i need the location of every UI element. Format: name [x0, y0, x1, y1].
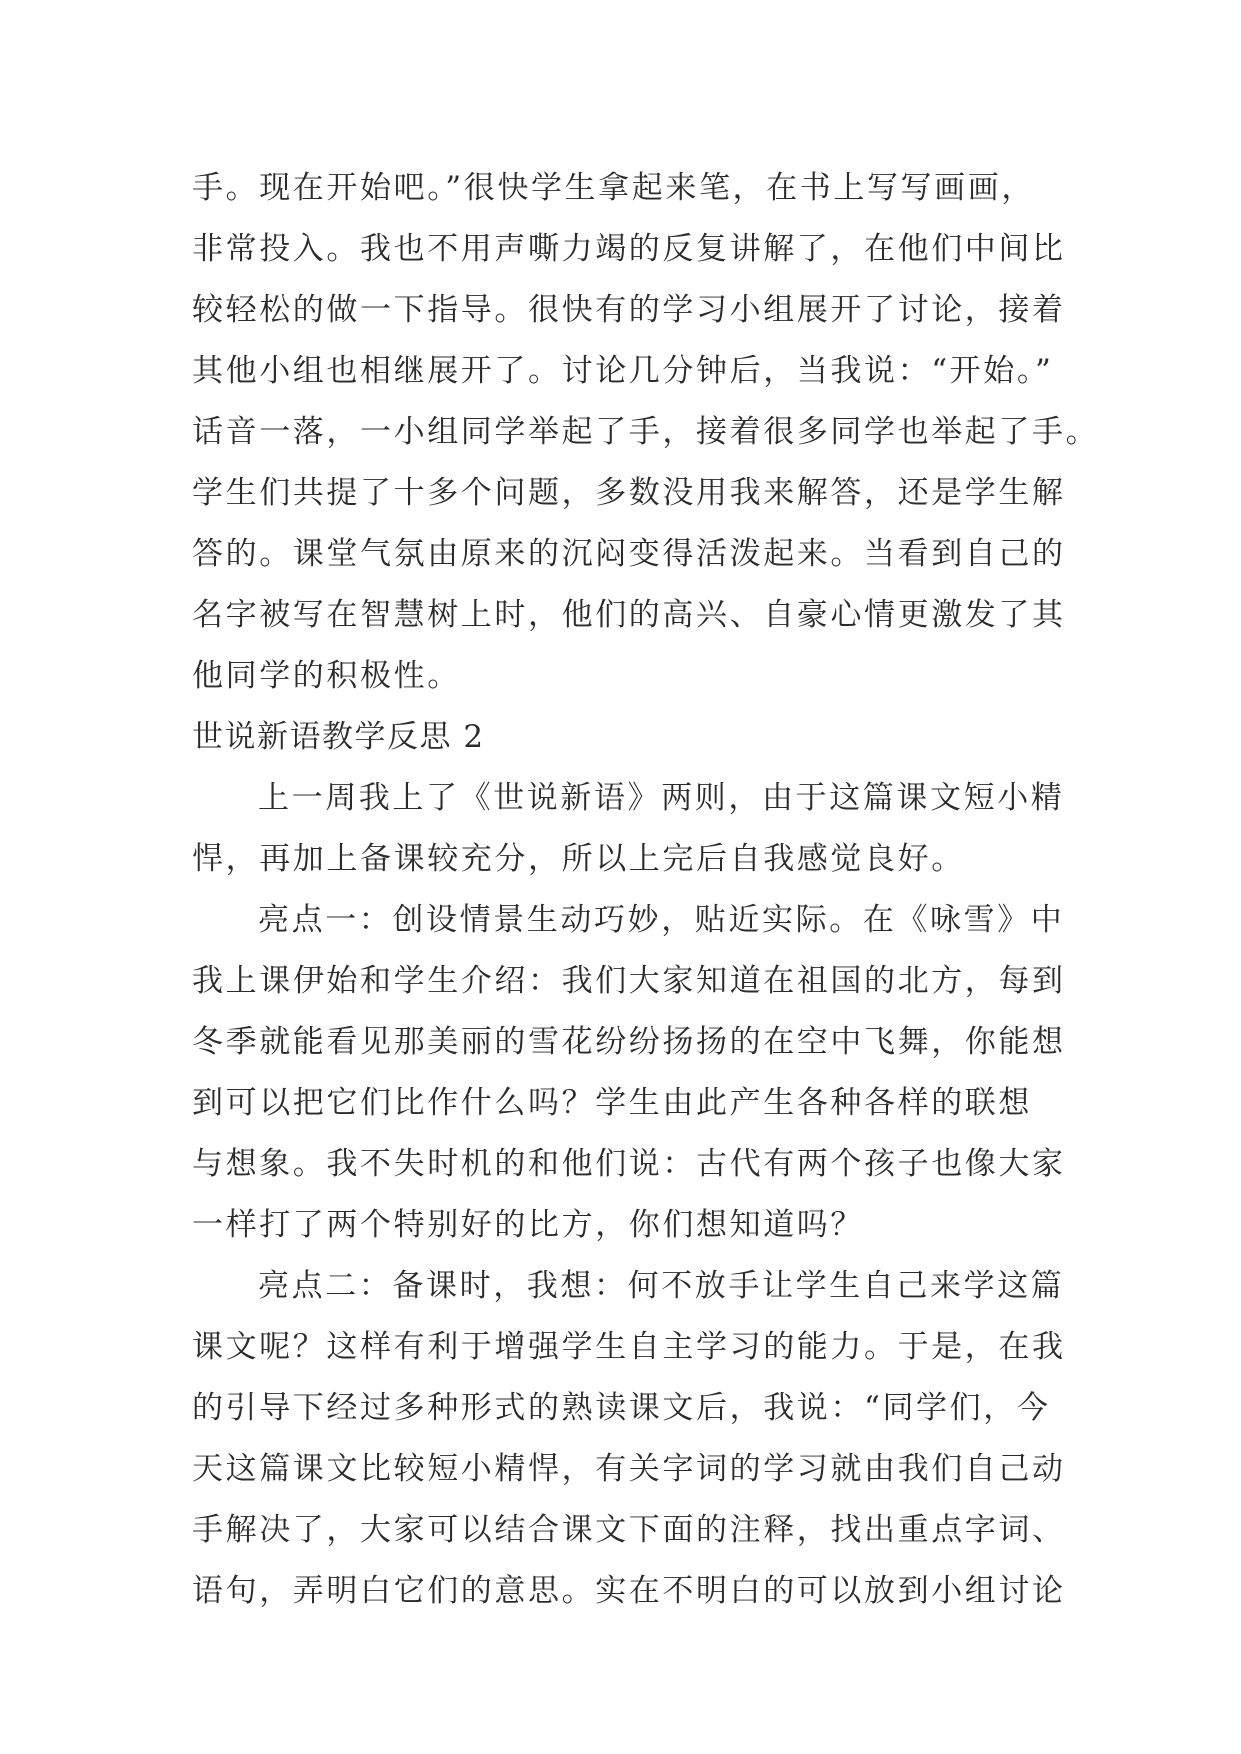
- text-line: 上一周我上了《世说新语》两则，由于这篇课文短小精: [258, 780, 1065, 816]
- text-line: 一样打了两个特别好的比方，你们想知道吗？: [192, 1207, 864, 1243]
- text-line: 课文呢？这样有利于增强学生自主学习的能力。于是，在我: [192, 1329, 1066, 1365]
- text-line: 其他小组也相继展开了。讨论几分钟后，当我说：“开始。”: [192, 353, 1054, 389]
- text-line: 冬季就能看见那美丽的雪花纷纷扬扬的在空中飞舞，你能想: [192, 1024, 1066, 1060]
- text-line: 手解决了，大家可以结合课文下面的注释，找出重点字词、: [192, 1512, 1066, 1548]
- text-line: 名字被写在智慧树上时，他们的高兴、自豪心情更激发了其: [192, 597, 1066, 633]
- text-line: 与想象。我不失时机的和他们说：古代有两个孩子也像大家: [192, 1146, 1066, 1182]
- text-line: 悍，再加上备课较充分，所以上完后自我感觉良好。: [192, 841, 965, 877]
- paragraph-highlight-one: [192, 890, 1066, 1256]
- text-line: 答的。课堂气氛由原来的沉闷变得活泼起来。当看到自己的: [192, 536, 1066, 572]
- text-line: 语句，弄明白它们的意思。实在不明白的可以放到小组讨论: [192, 1573, 1066, 1609]
- text-line: 天这篇课文比较短小精悍，有关字词的学习就由我们自己动: [192, 1451, 1066, 1487]
- paragraph-highlight-two: [192, 1256, 1066, 1622]
- section-title: 世说新语教学反思 2: [192, 719, 485, 755]
- text-line: 亮点一：创设情景生动巧妙，贴近实际。在《咏雪》中: [258, 902, 1065, 938]
- text-line: 学生们共提了十多个问题，多数没用我来解答，还是学生解: [192, 475, 1066, 511]
- text-line: 的引导下经过多种形式的熟读课文后，我说：“同学们，今: [192, 1390, 1051, 1426]
- text-line: 他同学的积极性。: [192, 658, 461, 694]
- text-line: 到可以把它们比作什么吗？学生由此产生各种各样的联想: [192, 1085, 1032, 1121]
- text-line: 亮点二：备课时，我想：何不放手让学生自己来学这篇: [258, 1268, 1065, 1304]
- paragraph-intro: [192, 768, 1065, 890]
- text-line: 非常投入。我也不用声嘶力竭的反复讲解了，在他们中间比: [192, 231, 1066, 267]
- text-line: 手。现在开始吧。”很快学生拿起来笔，在书上写写画画，: [192, 170, 1035, 206]
- text-line: 较轻松的做一下指导。很快有的学习小组展开了讨论，接着: [192, 292, 1066, 328]
- document-body: [192, 158, 1100, 1622]
- text-line: 我上课伊始和学生介绍：我们大家知道在祖国的北方，每到: [192, 963, 1066, 999]
- paragraph-continued: [192, 158, 1100, 707]
- text-line: 话音一落，一小组同学举起了手，接着很多同学也举起了手。: [192, 414, 1100, 450]
